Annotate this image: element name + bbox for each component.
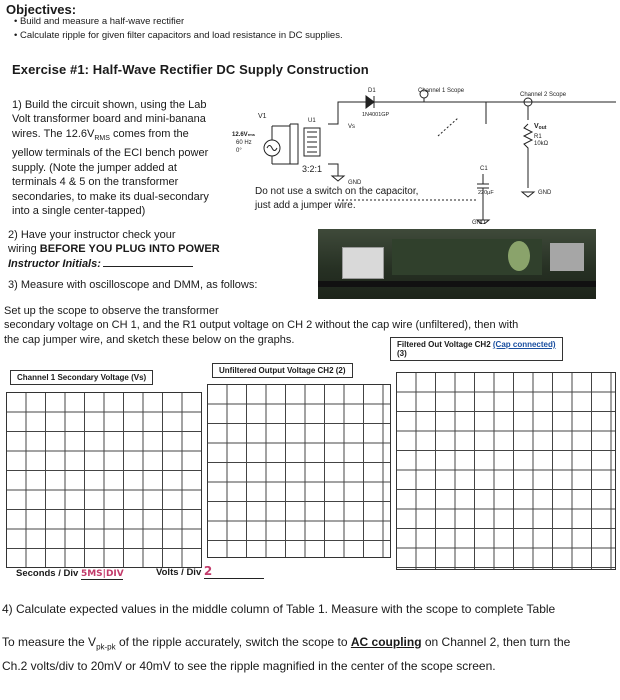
step1-instructions: 1) Build the circuit shown, using the Lab Volt transformer board and mini-banana wires. The $12.6V_{RMS}$ comes from the yellow terminals of the ECI bench power supply. (Note the jumper added at terminals 4 & 5 on the transformer secondaries, to make its dual-secondary into a single center-tapped) [12,99,209,218]
setup-instructions: Set up the scope to observe the transformer secondary voltage on CH 1, and the R1 output voltage on CH 2 without the cap wire (unfiltered), then with the cap jumper wire, and sketch these below on the graphs. [4,305,519,346]
c1-label: C1 [480,166,488,172]
u1-label: U1 [308,118,316,124]
gnd-label-2: GND [538,190,552,196]
vout-label: Vout [534,123,547,131]
exercise-title: Exercise #1: Half-Wave Rectifier DC Supply Construction [12,62,369,77]
source-phase: 0° [236,148,242,154]
jumper-note: Do not use a switch on the capacitor, just add a jumper wire. [255,186,419,211]
ch2-graph-grid [207,384,391,558]
r1-value: 10kΩ [534,141,549,147]
v1-label: V1 [258,113,267,120]
source-voltage: 12.6Vrms [232,132,256,138]
objectives-title: Objectives: [6,2,77,17]
objective-item-1: • Build and measure a half-wave rectifier [14,16,185,27]
step3-heading: 3) Measure with oscilloscope and DMM, as follows: [8,279,258,291]
lab-board-photo [318,229,596,299]
objective-item-2: • Calculate ripple for given filter capacitors and load resistance in DC supplies. [14,30,343,41]
ch1-graph-label: Channel 1 Secondary Voltage (Vs) [10,370,153,385]
step4-line1: 4) Calculate expected values in the middle column of Table 1. Measure with the scope to complete Table [2,602,556,616]
vs-label: Vs [348,124,356,130]
diode-part-label: 1N4001GP [362,112,390,118]
ch1-scope-label: Channel 1 Scope [418,88,465,94]
ch2-scope-label: Channel 2 Scope [520,92,567,98]
step2-instructions: 2) Have your instructor check your wiring BEFORE YOU PLUG INTO POWER Instructor Initials: [8,229,220,270]
ch2-graph-label: Unfiltered Output Voltage CH2 (2) [212,363,353,378]
ratio-label: 3:2:1 [302,164,323,174]
volts-per-div: Volts / Div 2 [156,564,264,579]
ch3-graph-grid [396,372,616,570]
ch3-graph-label: Filtered Out Voltage CH2 (Cap connected) (3) [390,337,563,361]
seconds-per-div-value: 5MS|DIV [80,569,124,579]
gnd-label-3: GND [472,220,486,224]
source-hz: 60 Hz [236,140,252,146]
volts-per-div-value: 2 [204,564,264,579]
step4-line2: To measure the $V_{pk-pk}$ of the ripple accurately, switch the scope to AC coupling on Channel 2, then turn the [2,635,571,652]
seconds-per-div: Seconds / Div 5MS|DIV [16,568,124,579]
r1-label: R1 [534,134,542,140]
ch1-graph-grid [6,392,202,568]
gnd-label-1: GND [348,180,362,186]
d1-label: D1 [368,88,376,94]
c1-value: 220µF [478,190,494,196]
step4-line3: Ch.2 volts/div to 20mV or 40mV to see the ripple magnified in the center of the scope screen. [2,659,496,673]
